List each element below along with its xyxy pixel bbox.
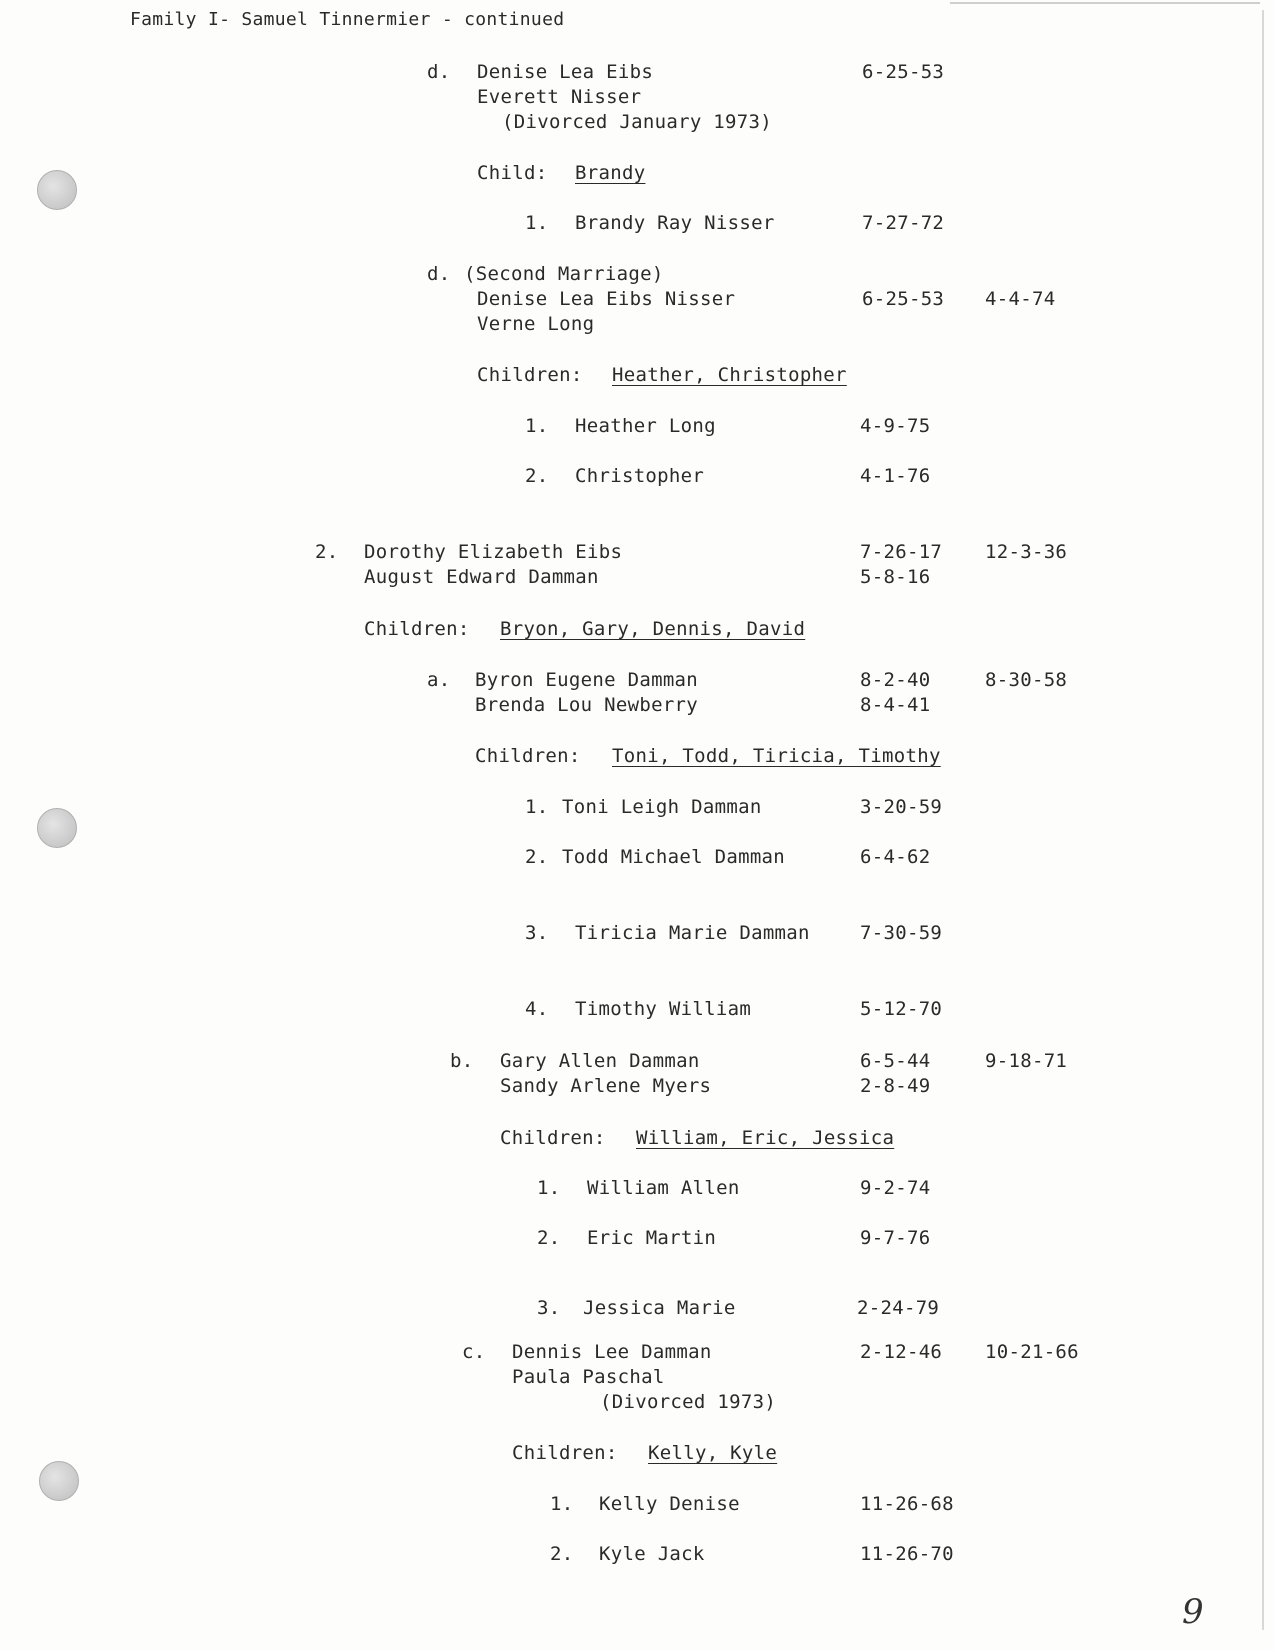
text-line: 7-26-17 <box>860 541 943 563</box>
text-line: Children: <box>364 618 470 640</box>
text-line: (Divorced January 1973) <box>502 111 772 133</box>
text-line: Denise Lea Eibs <box>477 61 654 83</box>
page-edge-top <box>950 2 1260 4</box>
text-line: 10-21-66 <box>985 1341 1079 1363</box>
text-line: 4-9-75 <box>860 415 931 437</box>
text-line: 4-1-76 <box>860 465 931 487</box>
text-line: 1. <box>537 1177 561 1199</box>
text-line: 8-2-40 <box>860 669 931 691</box>
text-line: Kelly Denise <box>599 1493 740 1515</box>
text-line: 11-26-68 <box>860 1493 954 1515</box>
text-line: 5-8-16 <box>860 566 931 588</box>
text-line: 3-20-59 <box>860 796 943 818</box>
page-number: 9 <box>1182 1592 1204 1632</box>
text-line: 2. <box>537 1227 561 1249</box>
binder-hole-middle <box>37 808 77 848</box>
text-line: Bryon, Gary, Dennis, David <box>500 618 806 640</box>
text-line: Kyle Jack <box>599 1543 705 1565</box>
text-line: 6-5-44 <box>860 1050 931 1072</box>
text-line: Timothy William <box>575 998 752 1020</box>
binder-hole-bottom <box>39 1461 79 1501</box>
text-line: 9-2-74 <box>860 1177 931 1199</box>
text-line: 3. <box>537 1297 561 1319</box>
page-edge-right <box>1262 10 1264 1630</box>
text-line: Dennis Lee Damman <box>512 1341 712 1363</box>
text-line: a. <box>427 669 451 691</box>
text-line: 2-8-49 <box>860 1075 931 1097</box>
text-line: 6-25-53 <box>862 288 945 310</box>
text-line: 12-3-36 <box>985 541 1068 563</box>
text-line: 1. <box>550 1493 574 1515</box>
text-line: c. <box>462 1341 486 1363</box>
text-line: 6-25-53 <box>862 61 945 83</box>
text-line: Gary Allen Damman <box>500 1050 700 1072</box>
text-line: Children: <box>477 364 583 386</box>
text-line: 2-12-46 <box>860 1341 943 1363</box>
text-line: Byron Eugene Damman <box>475 669 699 691</box>
text-line: (Second Marriage) <box>464 263 664 285</box>
text-line: Paula Paschal <box>512 1366 665 1388</box>
text-line: 1. <box>525 212 549 234</box>
text-line: August Edward Damman <box>364 566 599 588</box>
text-line: Verne Long <box>477 313 595 335</box>
text-line: 4. <box>525 998 549 1020</box>
text-line: Children: <box>500 1127 606 1149</box>
text-line: 6-4-62 <box>860 846 931 868</box>
text-line: Toni Leigh Damman <box>562 796 762 818</box>
text-line: Jessica Marie <box>583 1297 736 1319</box>
text-line: 3. <box>525 922 549 944</box>
text-line: 8-30-58 <box>985 669 1068 691</box>
text-line: William Allen <box>587 1177 740 1199</box>
text-line: 7-30-59 <box>860 922 943 944</box>
text-line: Brenda Lou Newberry <box>475 694 699 716</box>
text-line: 11-26-70 <box>860 1543 954 1565</box>
text-line: Heather, Christopher <box>612 364 847 386</box>
text-line: 4-4-74 <box>985 288 1056 310</box>
text-line: 1. <box>525 796 549 818</box>
text-line: 1. <box>525 415 549 437</box>
text-line: d. <box>427 263 451 285</box>
text-line: 2. <box>525 465 549 487</box>
text-line: Toni, Todd, Tiricia, Timothy <box>612 745 941 767</box>
text-line: Todd Michael Damman <box>562 846 786 868</box>
text-line: 8-4-41 <box>860 694 931 716</box>
text-line: Brandy Ray Nisser <box>575 212 775 234</box>
text-line: b. <box>450 1050 474 1072</box>
text-line: Everett Nisser <box>477 86 642 108</box>
text-line: 9-7-76 <box>860 1227 931 1249</box>
binder-hole-top <box>37 170 77 210</box>
text-line: 5-12-70 <box>860 998 943 1020</box>
text-line: 2. <box>525 846 549 868</box>
text-line: Dorothy Elizabeth Eibs <box>364 541 623 563</box>
text-line: Tiricia Marie Damman <box>575 922 810 944</box>
text-line: Sandy Arlene Myers <box>500 1075 712 1097</box>
page-header: Family I- Samuel Tinnermier - continued <box>130 9 565 30</box>
text-line: Heather Long <box>575 415 716 437</box>
text-line: 2-24-79 <box>857 1297 940 1319</box>
text-line: d. <box>427 61 451 83</box>
text-line: 7-27-72 <box>862 212 945 234</box>
text-line: 2. <box>550 1543 574 1565</box>
text-line: Denise Lea Eibs Nisser <box>477 288 736 310</box>
text-line: Children: <box>512 1442 618 1464</box>
text-line: Kelly, Kyle <box>648 1442 778 1464</box>
text-line: Brandy <box>575 162 646 184</box>
text-line: 2. <box>315 541 339 563</box>
text-line: William, Eric, Jessica <box>636 1127 895 1149</box>
text-line: Child: <box>477 162 548 184</box>
text-line: Children: <box>475 745 581 767</box>
text-line: Christopher <box>575 465 705 487</box>
text-line: 9-18-71 <box>985 1050 1068 1072</box>
text-line: (Divorced 1973) <box>600 1391 777 1413</box>
text-line: Eric Martin <box>587 1227 717 1249</box>
